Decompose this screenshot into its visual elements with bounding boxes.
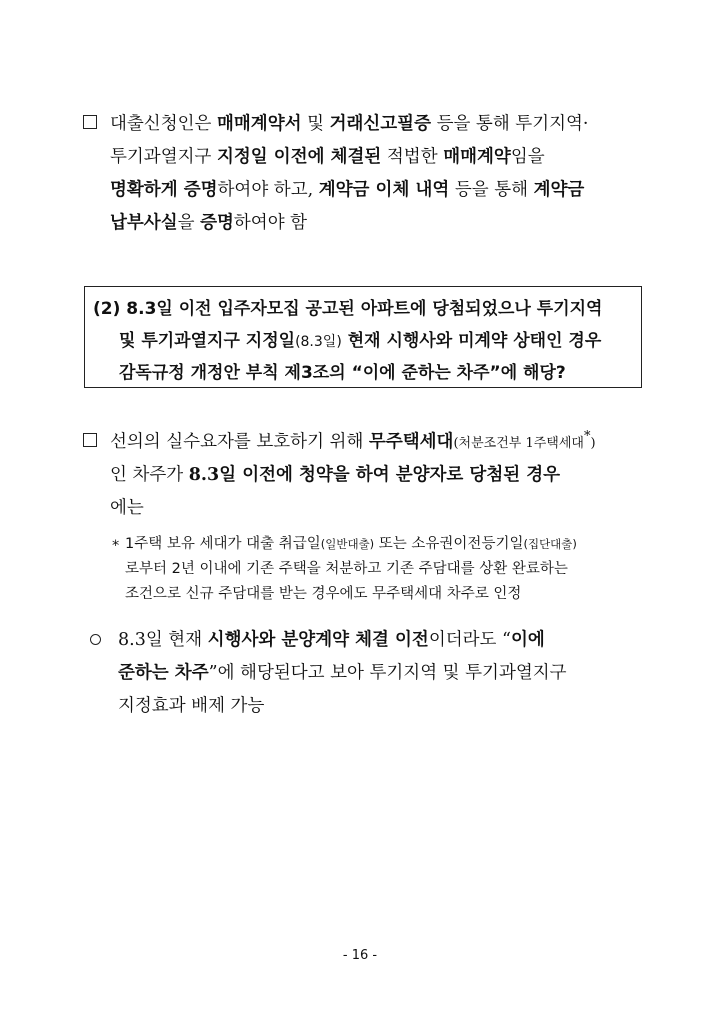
question-line-2: 및 투기과열지구 지정일(8.3일) 현재 시행사와 미계약 상태인 경우 xyxy=(119,331,602,351)
p1-line-4: 납부사실을 증명하여야 함 xyxy=(110,213,308,233)
footnote-star: * xyxy=(112,538,120,554)
p3-line-1: 8.3일 현재 시행사와 분양계약 체결 이전이더라도 “이에 xyxy=(118,630,545,650)
footnote-line-3: 조건으로 신규 주담대를 받는 경우에도 무주택세대 차주로 인정 xyxy=(125,586,522,602)
p1-line-3: 명확하게 증명하여야 하고, 계약금 이체 내역 등을 통해 계약금 xyxy=(110,180,585,200)
circle-bullet-icon xyxy=(90,634,101,645)
question-box xyxy=(84,286,642,388)
square-bullet-icon xyxy=(83,115,97,129)
square-bullet-icon xyxy=(83,433,97,447)
p2-line-3: 에는 xyxy=(110,498,144,518)
p2-line-2: 인 차주가 8.3일 이전에 청약을 하여 분양자로 당첨된 경우 xyxy=(110,465,561,485)
p2-line-1: 선의의 실수요자를 보호하기 위해 무주택세대(처분조건부 1주택세대*) xyxy=(110,429,596,452)
page-number: - 16 - xyxy=(342,948,378,963)
question-line-1: (2) 8.3일 이전 입주자모집 공고된 아파트에 당첨되었으나 투기지역 xyxy=(93,299,603,319)
footnote-line-2: 로부터 2년 이내에 기존 주택을 처분하고 기존 주담대를 상환 완료하는 xyxy=(125,561,568,577)
p1-line-1: 대출신청인은 매매계약서 및 거래신고필증 등을 통해 투기지역· xyxy=(110,114,589,134)
p3-line-2: 준하는 차주”에 해당된다고 보아 투기지역 및 투기과열지구 xyxy=(118,663,567,683)
footnote-line-1: 1주택 보유 세대가 대출 취급일(일반대출) 또는 소유권이전등기일(집단대출) xyxy=(125,536,577,552)
p3-line-3: 지정효과 배제 가능 xyxy=(118,696,265,716)
p1-line-2: 투기과열지구 지정일 이전에 체결된 적법한 매매계약임을 xyxy=(110,147,545,167)
question-line-3: 감독규정 개정안 부칙 제3조의 “이에 준하는 차주”에 해당? xyxy=(119,363,566,383)
